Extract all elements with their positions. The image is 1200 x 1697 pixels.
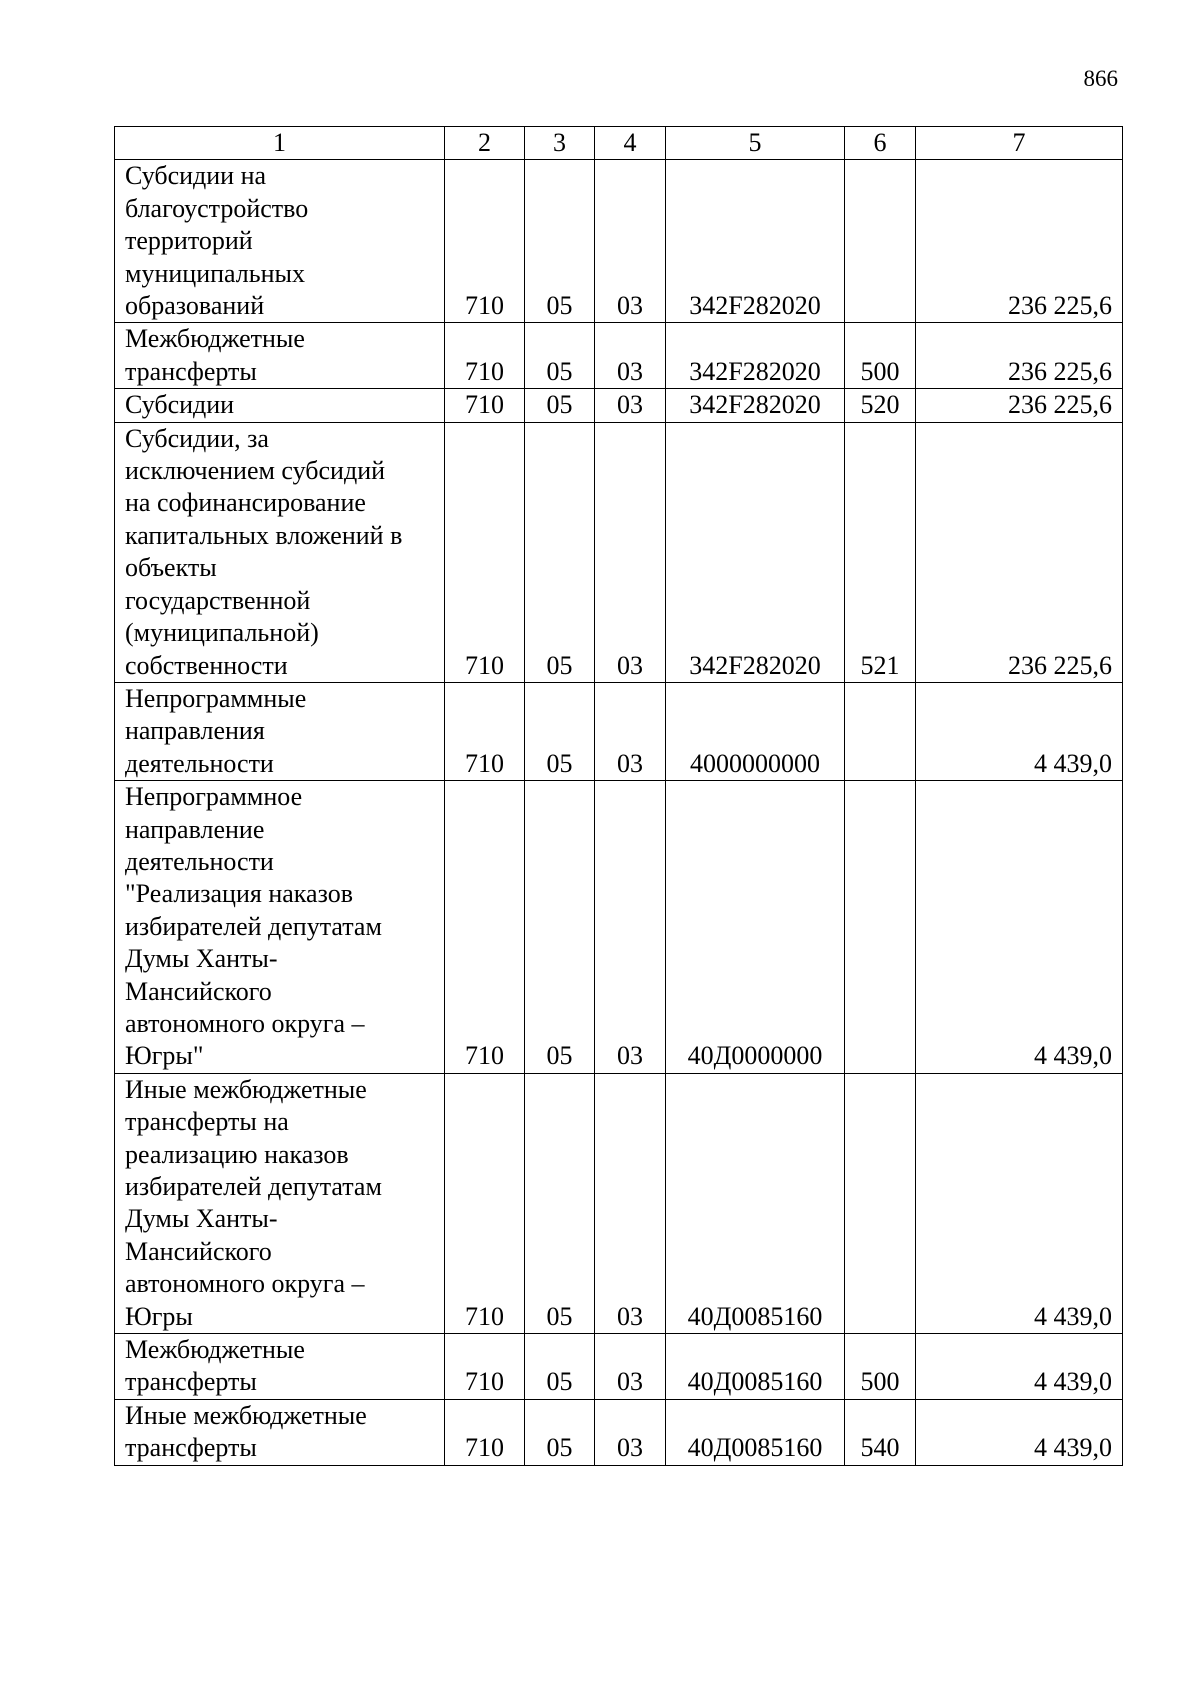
cell-expense-type: 500: [845, 1334, 916, 1400]
cell-target-article: 4000000000: [666, 682, 845, 780]
cell-expense-type: [845, 160, 916, 323]
row-name-line: Думы Ханты-: [125, 944, 278, 974]
row-name-line: деятельности: [125, 748, 274, 778]
cell-section: 05: [525, 422, 595, 682]
cell-section: 05: [525, 781, 595, 1074]
col-header-7: 7: [916, 127, 1123, 160]
row-name-line: Мансийского: [125, 976, 272, 1006]
row-name-line: Мансийского: [125, 1236, 272, 1266]
row-name: [115, 422, 445, 682]
table-row: [115, 422, 1123, 682]
cell-subsection: 03: [595, 1073, 666, 1333]
row-name-line: образований: [125, 291, 265, 321]
row-name-line: муниципальных: [125, 258, 306, 288]
col-header-6: 6: [845, 127, 916, 160]
row-name: [115, 1399, 445, 1465]
cell-admin-code: 710: [445, 389, 525, 422]
row-name-line: Межбюджетные: [125, 324, 305, 354]
table-row: [115, 781, 1123, 1074]
cell-subsection: 03: [595, 1399, 666, 1465]
row-name-line: реализацию наказов: [125, 1139, 349, 1169]
cell-admin-code: 710: [445, 1399, 525, 1465]
cell-subsection: 03: [595, 160, 666, 323]
row-name-line: исключением субсидий: [125, 456, 386, 486]
col-header-5: 5: [666, 127, 845, 160]
row-name-line: Иные межбюджетные: [125, 1400, 367, 1430]
row-name-line: "Реализация наказов: [125, 879, 353, 909]
row-name-line: избирателей депутатам: [125, 1172, 382, 1201]
cell-admin-code: 710: [445, 160, 525, 323]
table-row: [115, 1399, 1123, 1465]
cell-subsection: 03: [595, 323, 666, 389]
page-number: 866: [1083, 66, 1118, 91]
col-header-2: 2: [445, 127, 525, 160]
row-name-line: благоустройство: [125, 193, 309, 223]
row-name: [115, 682, 445, 780]
cell-amount: 4 439,0: [916, 1073, 1123, 1333]
row-name-line: избирателей депутатам: [125, 911, 382, 941]
cell-amount: 4 439,0: [916, 781, 1123, 1074]
cell-admin-code: 710: [445, 323, 525, 389]
row-name-line: государственной: [125, 585, 311, 615]
cell-expense-type: 540: [845, 1399, 916, 1465]
budget-table: [114, 126, 1123, 1466]
row-name-line: Межбюджетные: [125, 1335, 305, 1365]
cell-amount: 4 439,0: [916, 682, 1123, 780]
table-row: [115, 1073, 1123, 1333]
cell-admin-code: 710: [445, 422, 525, 682]
row-name-line: Непрограммные: [125, 683, 307, 713]
cell-amount: 236 225,6: [916, 323, 1123, 389]
cell-subsection: 03: [595, 1334, 666, 1400]
cell-admin-code: 710: [445, 682, 525, 780]
row-name-line: трансферты: [125, 356, 257, 386]
row-name-line: трансферты на: [125, 1107, 289, 1137]
row-name-line: деятельности: [125, 846, 274, 876]
header-row: [115, 127, 1123, 160]
row-name-line: на софинансирование: [125, 488, 366, 518]
table-row: [115, 682, 1123, 780]
row-name-line: направление: [125, 814, 265, 844]
row-name-line: направления: [125, 716, 265, 746]
cell-amount: 4 439,0: [916, 1399, 1123, 1465]
col-header-1: 1: [115, 127, 445, 160]
cell-target-article: 342F282020: [666, 323, 845, 389]
row-name-line: автономного округа –: [125, 1269, 365, 1299]
cell-amount: 236 225,6: [916, 160, 1123, 323]
row-name-line: Югры: [125, 1301, 193, 1331]
row-name-line: (муниципальной): [125, 618, 319, 648]
table-row: [115, 160, 1123, 323]
row-name-line: Субсидии, за: [125, 423, 269, 453]
row-name-line: капитальных вложений в: [125, 520, 403, 550]
row-name: [115, 1334, 445, 1400]
cell-subsection: 03: [595, 422, 666, 682]
row-name-line: территорий: [125, 226, 253, 256]
cell-expense-type: 521: [845, 422, 916, 682]
cell-section: 05: [525, 682, 595, 780]
cell-subsection: 03: [595, 781, 666, 1074]
cell-section: 05: [525, 323, 595, 389]
cell-expense-type: 520: [845, 389, 916, 422]
table-row: [115, 323, 1123, 389]
cell-target-article: 40Д0000000: [666, 781, 845, 1074]
cell-expense-type: [845, 781, 916, 1074]
row-name: [115, 323, 445, 389]
cell-section: 05: [525, 160, 595, 323]
cell-section: 05: [525, 1334, 595, 1400]
row-name: [115, 160, 445, 323]
row-name-line: трансферты: [125, 1433, 257, 1463]
row-name-line: Иные межбюджетные: [125, 1074, 367, 1104]
row-name: [115, 389, 445, 422]
row-name: [115, 1073, 445, 1333]
cell-subsection: 03: [595, 389, 666, 422]
row-name-line: Думы Ханты-: [125, 1204, 278, 1234]
row-name-line: Субсидии на: [125, 161, 267, 191]
cell-target-article: 342F282020: [666, 389, 845, 422]
cell-admin-code: 710: [445, 781, 525, 1074]
cell-target-article: 342F282020: [666, 160, 845, 323]
cell-expense-type: [845, 682, 916, 780]
cell-target-article: 40Д0085160: [666, 1399, 845, 1465]
cell-admin-code: 710: [445, 1073, 525, 1333]
cell-admin-code: 710: [445, 1334, 525, 1400]
table-row: [115, 1334, 1123, 1400]
col-header-3: 3: [525, 127, 595, 160]
cell-target-article: 342F282020: [666, 422, 845, 682]
row-name: [115, 781, 445, 1074]
cell-amount: 236 225,6: [916, 422, 1123, 682]
cell-amount: 236 225,6: [916, 389, 1123, 422]
cell-subsection: 03: [595, 682, 666, 780]
row-name-line: объекты: [125, 553, 217, 583]
col-header-4: 4: [595, 127, 666, 160]
cell-section: 05: [525, 1399, 595, 1465]
cell-section: 05: [525, 1073, 595, 1333]
row-name-line: Югры": [125, 1041, 204, 1071]
row-name-line: Непрограммное: [125, 782, 303, 812]
row-name-line: трансферты: [125, 1367, 257, 1397]
cell-target-article: 40Д0085160: [666, 1334, 845, 1400]
table-body: [115, 127, 1123, 1466]
cell-section: 05: [525, 389, 595, 422]
cell-expense-type: 500: [845, 323, 916, 389]
cell-target-article: 40Д0085160: [666, 1073, 845, 1333]
cell-amount: 4 439,0: [916, 1334, 1123, 1400]
row-name-line: собственности: [125, 650, 288, 680]
row-name-line: Субсидии: [125, 390, 235, 420]
table-row: [115, 389, 1123, 422]
cell-expense-type: [845, 1073, 916, 1333]
row-name-line: автономного округа –: [125, 1008, 365, 1038]
